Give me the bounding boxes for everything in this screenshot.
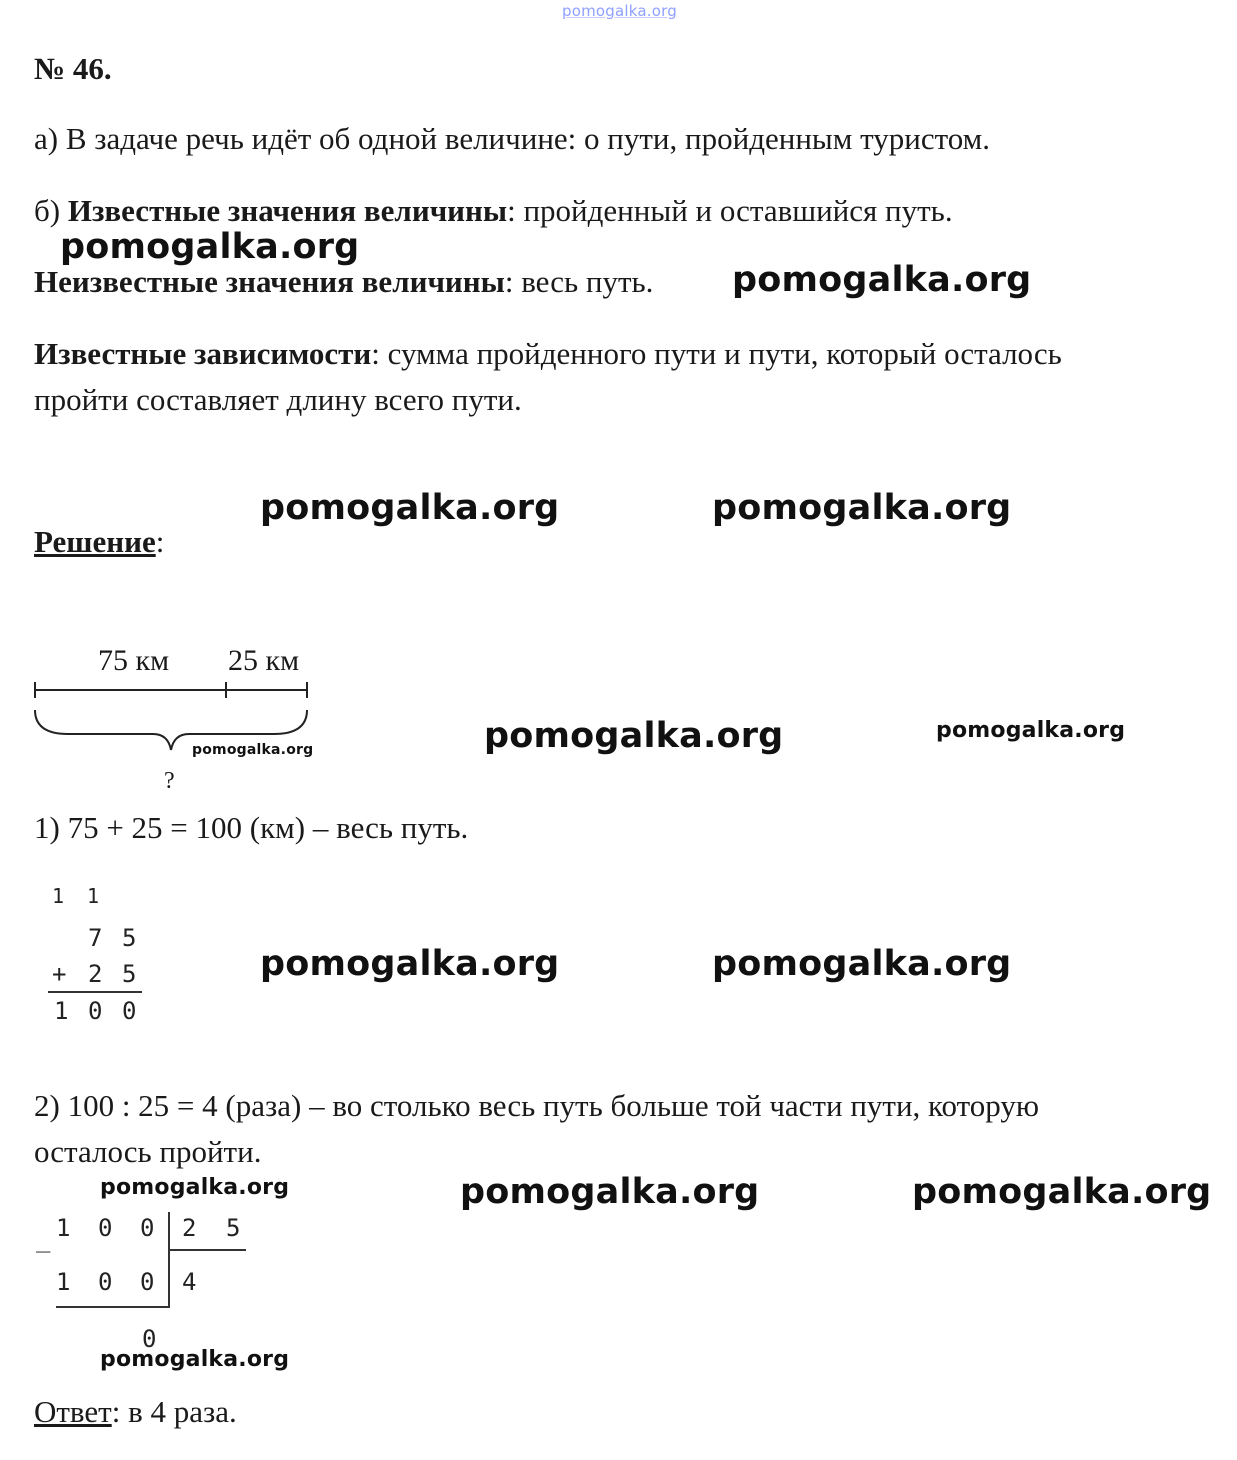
division-bar (168, 1212, 170, 1308)
watermark-overlay: pomogalka.org (460, 1172, 760, 1212)
watermark-overlay: pomogalka.org (712, 944, 1012, 984)
solution-colon: : (155, 524, 165, 559)
answer-line (34, 1389, 237, 1435)
dependencies-line-2: пройти составляет длину всего пути. (34, 382, 522, 417)
dividend-digit: 0 (98, 1214, 113, 1242)
known-values-label: Известные значения величины (67, 193, 508, 228)
answer-text: : в 4 раза. (111, 1394, 237, 1429)
subtrahend-digit: 0 (98, 1268, 113, 1296)
subtrahend-digit: 0 (140, 1268, 155, 1296)
dividend-digit: 1 (56, 1214, 71, 1242)
watermark-top[interactable]: pomogalka.org (562, 2, 677, 20)
quotient-line (168, 1249, 246, 1251)
sum-digit: 1 (54, 997, 69, 1025)
dividend-digit: 0 (140, 1214, 155, 1242)
known-values-text: : пройденный и оставшийся путь. (507, 193, 953, 228)
watermark-overlay: pomogalka.org (936, 718, 1126, 743)
addend-2-digit: 5 (122, 960, 137, 988)
addend-2-digit: 2 (88, 960, 103, 988)
plus-sign: + (52, 960, 67, 988)
dependencies-text: : сумма пройденного пути и пути, который осталось (371, 336, 1062, 371)
unknown-values-label: Неизвестные значения величины (34, 264, 505, 299)
addend-1-digit: 7 (88, 924, 103, 952)
watermark-overlay: pomogalka.org (712, 488, 1012, 528)
watermark-overlay: pomogalka.org (100, 1347, 290, 1372)
carry-2: 1 (87, 884, 100, 908)
remainder-line (56, 1306, 170, 1308)
watermark-overlay: pomogalka.org (100, 1175, 290, 1200)
solution-title: Решение (34, 524, 156, 559)
step-2-text-line-2: осталось пройти. (34, 1134, 262, 1169)
watermark-overlay: pomogalka.org (192, 742, 314, 758)
answer-label: Ответ (34, 1394, 112, 1429)
segment-2-label: 25 км (228, 644, 300, 677)
sum-line (48, 991, 142, 993)
watermark-overlay: pomogalka.org (912, 1172, 1212, 1212)
part-a-text: а) В задаче речь идёт об одной величине: о пути, пройденным туристом. (34, 121, 991, 156)
step-2-text: 2) 100 : 25 = 4 (раза) – во столько весь путь больше той части пути, которую (34, 1088, 1040, 1123)
dependencies-line (34, 331, 1062, 377)
watermark-overlay: pomogalka.org (260, 944, 560, 984)
divisor-digit: 5 (226, 1214, 241, 1242)
question-mark: ? (164, 768, 175, 794)
remainder: 0 (142, 1325, 157, 1353)
addend-1-digit: 5 (122, 924, 137, 952)
watermark-overlay: pomogalka.org (484, 716, 784, 756)
part-b-prefix: б) (34, 193, 68, 228)
step-1-text: 1) 75 + 25 = 100 (км) – весь путь. (34, 810, 469, 845)
subtrahend-digit: 1 (56, 1268, 71, 1296)
solution-heading (34, 519, 164, 565)
dependencies-label: Известные зависимости (34, 336, 372, 371)
watermark-overlay: pomogalka.org (60, 227, 360, 267)
sum-digit: 0 (88, 997, 103, 1025)
watermark-overlay: pomogalka.org (732, 260, 1032, 300)
quotient: 4 (182, 1268, 197, 1296)
path-diagram (28, 638, 328, 798)
carry-1: 1 (52, 884, 65, 908)
unknown-values-line (34, 259, 653, 305)
divisor-digit: 2 (182, 1214, 197, 1242)
segment-1-label: 75 км (98, 644, 170, 677)
sum-digit: 0 (122, 997, 137, 1025)
unknown-values-text: : весь путь. (504, 264, 654, 299)
watermark-overlay: pomogalka.org (260, 488, 560, 528)
minus-sign: _ (36, 1225, 51, 1253)
problem-number: № 46. (34, 51, 112, 86)
